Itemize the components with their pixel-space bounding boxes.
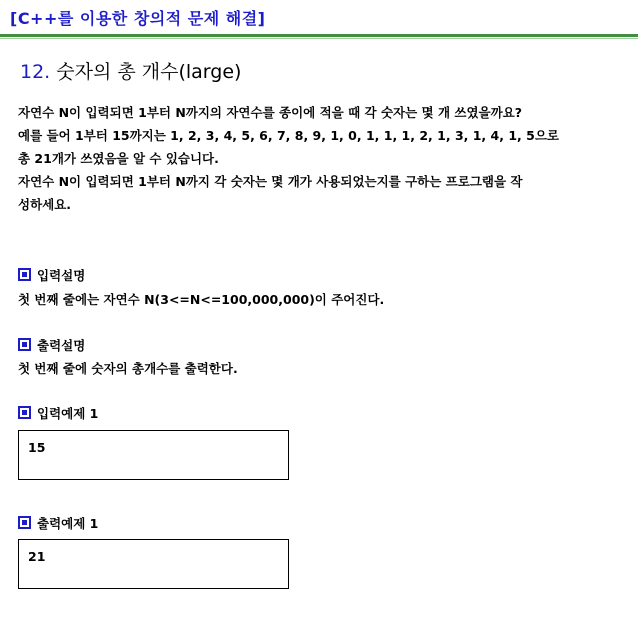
input-description-heading — [18, 266, 85, 284]
input-example-heading-label: 입력예제 1 — [37, 406, 99, 421]
output-example-heading-label: 출력예제 1 — [37, 516, 99, 531]
output-example-heading — [18, 514, 98, 532]
output-description-heading-label: 출력설명 — [37, 338, 86, 353]
output-example-box — [18, 539, 289, 589]
square-bullet-icon — [18, 516, 31, 529]
header-title: [C++를 이용한 창의적 문제 해결] — [10, 9, 266, 28]
problem-title — [20, 57, 241, 84]
description-line: 자연수 N이 입력되면 1부터 N까지 각 숫자는 몇 개가 사용되었는지를 구하는 프로그램을 작 — [18, 174, 523, 189]
square-bullet-icon — [18, 338, 31, 351]
input-example-box — [18, 430, 289, 480]
problem-description — [18, 101, 632, 216]
description-line: 자연수 N이 입력되면 1부터 N까지의 자연수를 종이에 적을 때 각 숫자는 몇 개 쓰였을까요? — [18, 105, 522, 120]
problem-number: 12. — [20, 61, 51, 83]
header-divider-light — [0, 38, 638, 39]
input-example-value: 15 — [28, 440, 46, 455]
input-example-heading — [18, 404, 98, 422]
input-description-heading-label: 입력설명 — [37, 268, 86, 283]
description-line: 성하세요. — [18, 197, 72, 212]
square-bullet-icon — [18, 406, 31, 419]
square-bullet-icon — [18, 268, 31, 281]
header-divider — [0, 34, 638, 37]
problem-name: 숫자의 총 개수(large) — [56, 61, 242, 83]
input-description-text: 첫 번째 줄에는 자연수 N(3<=N<=100,000,000)이 주어진다. — [18, 292, 385, 307]
output-example-value: 21 — [28, 549, 46, 564]
description-line: 예를 들어 1부터 15까지는 1, 2, 3, 4, 5, 6, 7, 8, 9, 1, 0, 1, 1, 1, 2, 1, 3, 1, 4, 1, 5으로 — [18, 128, 559, 143]
description-line: 총 21개가 쓰였음을 알 수 있습니다. — [18, 151, 219, 166]
output-description-heading — [18, 336, 85, 354]
output-description-text: 첫 번째 줄에 숫자의 총개수를 출력한다. — [18, 361, 238, 376]
